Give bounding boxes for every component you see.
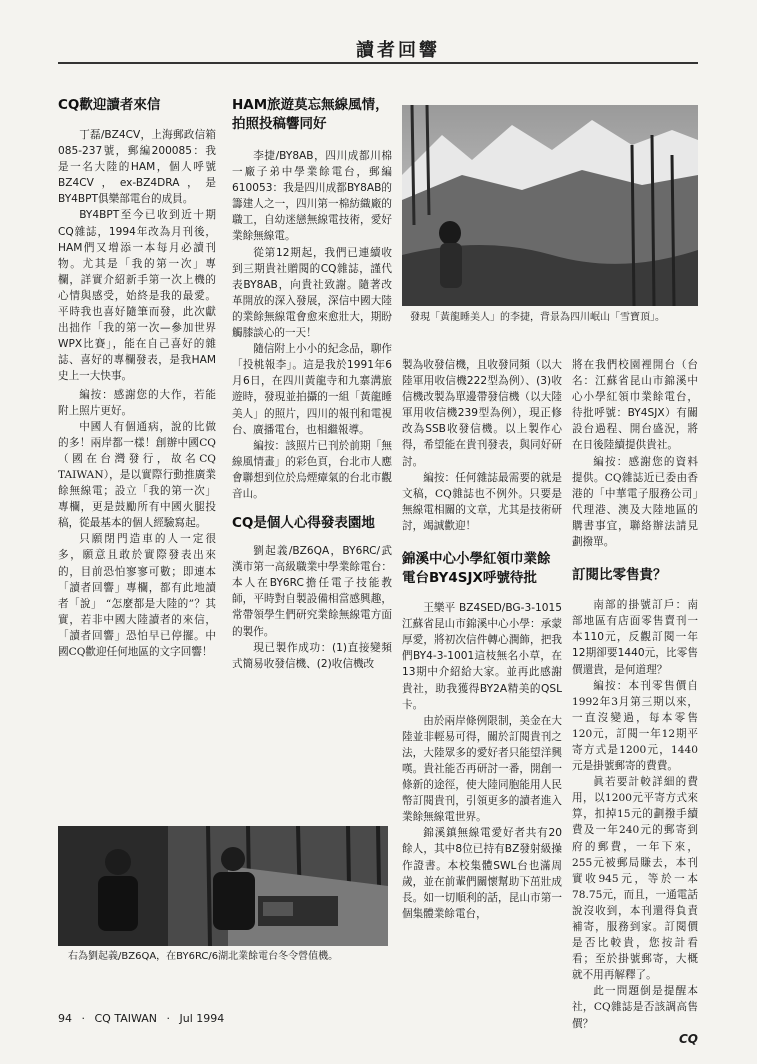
photo-radio-station <box>58 826 388 946</box>
editor-note: 中國人有個通病，說的比做的多！兩岸都一樣！創辦中國CQ（國在台灣發行，故名CQ TAIWAN），是以實際行動推廣業餘無線電；設立「我的第一次」專欄，更是鼓勵所有中國火腿投稿，從最基本的個人經驗寫起。 <box>58 420 216 530</box>
letter-paragraph: 李捷/BY8AB，四川成都川棉一廠子弟中學業餘電台，郵編610053：我是四川成都BY8AB的籌建人之一，四川第一棉紡織廠的職工，自幼迷戀無線電技術，愛好業餘無線電。 <box>232 150 392 243</box>
photo-caption: 發現「黃龍睡美人」的李捷，背景為四川岷山「雪寶頂」。 <box>410 312 665 323</box>
letter-paragraph: 由於兩岸條例限制，美金在大陸並非輕易可得，關於訂閱貴刊之法，大陸眾多的愛好者只能望洋興嘆。貴社能否再研討一番，開創一條新的途徑，使大陸同胞能用人民幣訂閱貴刊，引領更多的讀者進入業餘無線電世界。 <box>402 714 562 824</box>
radio-operators-image <box>58 826 388 946</box>
photo-huanglong <box>402 105 698 306</box>
letter-paragraph: 現已製作成功：(1)直接變頻式簡易收發信機、(2)收信機改 <box>232 641 392 670</box>
letter-paragraph: BY4BPT至今已收到近十期CQ雜誌，1994年改為月刊後，HAM們又增添一本每月必讀刊物。尤其是「我的第一次」專欄，詳實介紹新手第一次上機的心情與感受，始終是我的最愛。平時我也喜好隨筆而發，此次獻出拙作「我的第一次—參加世界WPX比賽」，能在自己喜好的雜誌、喜好的專欄發表，是我HAM史上一大快事。 <box>58 209 216 383</box>
article-title-cq-forum: CQ是個人心得發表園地 <box>232 515 375 532</box>
column-2 <box>232 96 392 672</box>
page-number: 94 <box>58 1012 72 1025</box>
end-mark: CQ <box>678 1031 698 1046</box>
mountain-landscape-image <box>402 105 698 306</box>
editor-note: 此一問題倒是提醒本社，CQ雜誌是否該調高售價？ <box>572 985 698 1030</box>
footer-separator: · <box>166 1012 170 1025</box>
letter-paragraph: 製為收發信機，且收發同頻（以大陸軍用收信機222型為例）、(3)收信機改製為單邊帶發信機（以大陸軍用收信機239型為例），現正修改為SSB收發信機。以上製作心得，希望能在貴刊發表，與同好研討。 <box>402 359 562 468</box>
letter-paragraph: 劉起義/BZ6QA，BY6RC/武漢市第一高級職業中學業餘電台：本人在BY6RC擔任電子技能教師，平時對自製設備相當感興趣，常帶領學生們研究業餘無線電方面的製作。 <box>232 545 392 638</box>
letter-paragraph: 錦溪鎮無線電愛好者共有20餘人，其中8位已持有BZ發射級操作證書。本校集體SWL台也滿周歲，並在前輩們關懷幫助下茁壯成長。如一切順利的話，昆山市第一個集體業餘電台， <box>402 827 562 920</box>
column-3 <box>402 357 562 922</box>
letter-paragraph: 隨信附上小小的紀念品，聊作「投桃報李」。這是我於1991年6月6日，在四川黃龍寺和九寨溝旅遊時，發現並拍攝的一組「黃龍睡美人」的照片，四川的報刊和電視台、廣播電台，也相繼報導。 <box>232 343 392 436</box>
editor-note: 編按：該照片已刊於前期「無線風情畫」的彩色頁，台北市人應會聯想到位於烏煙瘴氣的台北市觀音山。 <box>232 439 392 500</box>
column-1 <box>58 96 216 660</box>
letter-paragraph: 王樂平 BZ4SED/BG-3-1015江蘇省昆山市錦溪中心小學：承蒙厚愛，將初次信件轉心潤飾，把我們BY4-3-1001這枝無名小草，在13期中介紹給大家。並再此感謝貴社，助我獲得BY2A精美的QSL卡。 <box>402 602 562 711</box>
letter-paragraph: 丁磊/BZ4CV，上海郵政信箱085-237號，郵編200085：我是一名大陸的HAM，個人呼號BZ4CV，ex-BZ4DRA，是BY4BPT俱樂部電台的成員。 <box>58 129 216 206</box>
section-title: 讀者回響 <box>356 40 440 61</box>
article-title-cq-welcome: CQ歡迎讀者來信 <box>58 97 161 113</box>
header-rule <box>58 62 698 64</box>
letter-paragraph: 將在我們校園裡開台（台名：江蘇省昆山市錦溪中心小學紅領巾業餘電台，待批呼號：BY4SJX）有關設台過程、開台盛況，將在日後陸續提供貴社。 <box>572 359 698 452</box>
photo-caption: 右為劉起義/BZ6QA，在BY6RC/6湖北業餘電台冬令營值機。 <box>68 951 339 962</box>
editor-note: 編按：任何雜誌最需要的就是文稿，CQ雜誌也不例外。只要是無線電相關的文章，尤其是技術研討，竭誠歡迎！ <box>402 471 562 532</box>
editor-note: 編按：感謝您的資料提供。CQ雜誌近已委由香港的「中華電子服務公司」代理港、澳及大陸地區的購書事宜，聯絡辦法請見劃撥單。 <box>572 455 698 549</box>
letter-paragraph: 南部的掛號訂戶：南部地區有店面零售賣刊一本110元，反觀訂閱一年12期卻要1440元，比零售價還貴，是何道理？ <box>572 599 698 676</box>
article-title-ham-travel: HAM旅遊莫忘無線風情，拍照投稿響同好 <box>232 97 389 132</box>
editor-note: 只願閉門造車的人一定很多，願意且敢於實際發表出來的，目前恐怕寥寥可數；即連本「讀者回響」專欄，都有此地讀者「說」 “怎麼都是大陸的”？其實，若非中國大陸讀者的來信，「讀者回響」恐怕早已停擺。中國CQ歡迎任何地區的文字回響！ <box>58 533 216 658</box>
article-title-jinxi-station: 錦溪中心小學紅領巾業餘電台BY4SJX呼號待批 <box>402 551 551 587</box>
editor-note: 編按：本刊零售價自1992年3月第三期以來，一直沒變過，每本零售120元，訂閱一年12期平寄方式是1200元，1440元是掛號郵寄的費費。 <box>572 679 698 773</box>
issue-date: Jul 1994 <box>179 1012 225 1025</box>
letter-paragraph: 從第12期起，我們已連續收到三期貴社贈閱的CQ雜誌，謹代表BY8AB，向貴社致謝。隨著改革開放的深入發展，深信中國大陸的業餘無線電會愈來愈壯大，期盼觸膝談心的一天！ <box>232 246 392 340</box>
editor-note: 眞若要計較詳細的費用，以1200元平寄方式來算，扣掉15元的劃撥手續費及一年240元的郵寄到府的郵費，一年下來，255元被郵局賺去，本刊實收945元，等於一本78.75元，而且，一通電話說沒收到，本刊還得負責補寄，服務到家。訂閱價是否比較貴，您按計看看；至於掛號郵寄，大概就不用再解釋了。 <box>572 776 698 982</box>
editor-note: 編按：感謝您的大作，若能附上照片更好。 <box>58 388 216 417</box>
article-title-subscription: 訂閱比零售貴？ <box>572 567 667 584</box>
column-4 <box>572 357 698 1046</box>
page-footer <box>58 1012 224 1025</box>
footer-separator: · <box>81 1012 85 1025</box>
magazine-name: CQ TAIWAN <box>94 1012 157 1025</box>
